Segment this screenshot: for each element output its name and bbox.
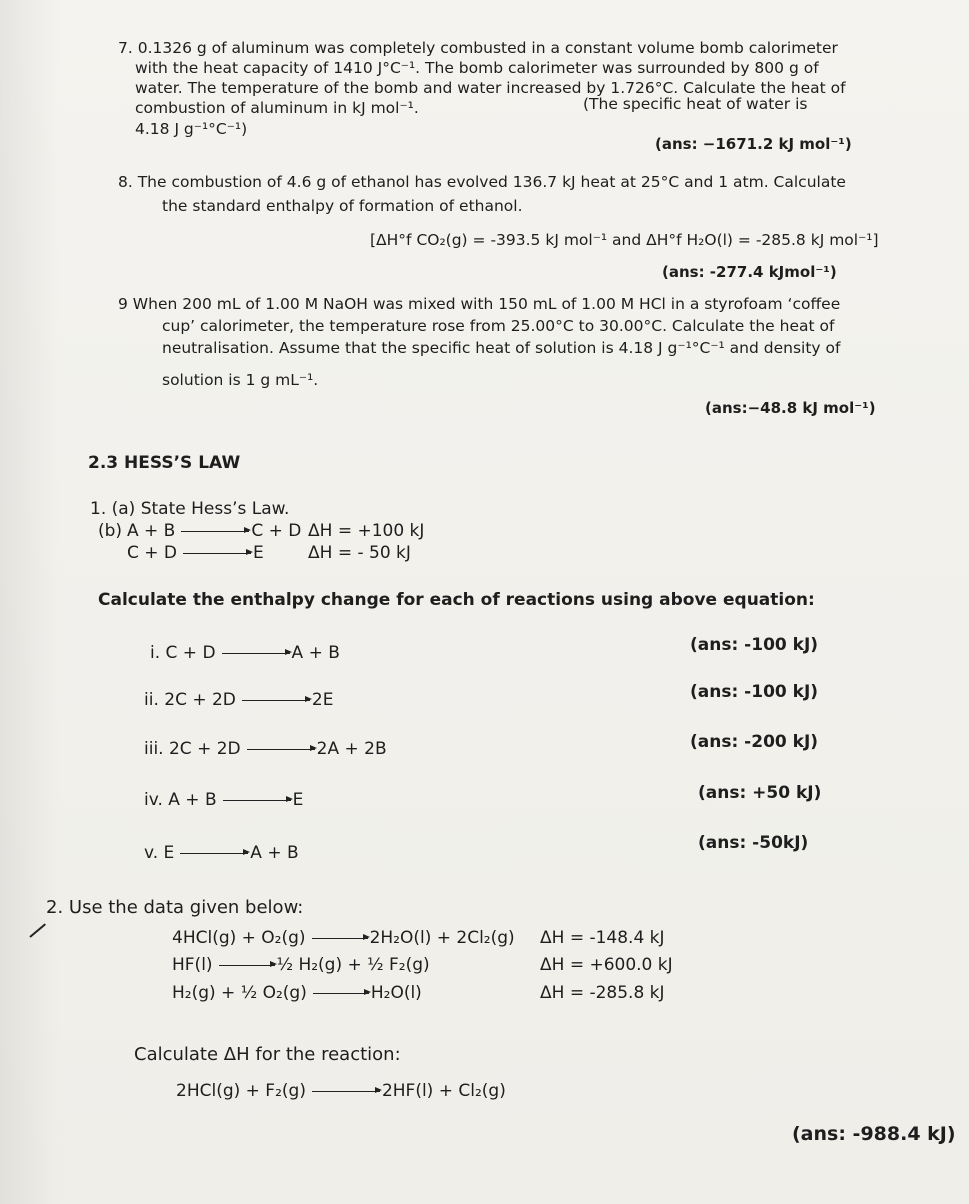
hess1-eq2-right: E xyxy=(253,543,264,563)
eq-left: H₂(g) + ½ O₂(g) xyxy=(172,983,307,1003)
hess1-item-i xyxy=(150,643,340,663)
hess1-item-iii-answer: (ans: -200 kJ) xyxy=(690,732,819,752)
reaction-arrow-icon xyxy=(219,965,275,966)
hess2-eq3 xyxy=(172,983,422,1003)
reaction-arrow-icon xyxy=(247,749,315,750)
q9-line1: 9 When 200 mL of 1.00 M NaOH was mixed with 150 mL of 1.00 M HCl in a styrofoam ‘coffee xyxy=(118,295,841,313)
reaction-arrow-icon xyxy=(180,853,248,854)
reaction-arrow-icon xyxy=(222,653,290,654)
eq-right: ½ H₂(g) + ½ F₂(g) xyxy=(276,955,430,975)
q8-line1: 8. The combustion of 4.6 g of ethanol has evolved 136.7 kJ heat at 25°C and 1 atm. Calculate xyxy=(118,173,846,191)
reaction-arrow-icon xyxy=(312,938,368,939)
hess2-eq3-dh: ΔH = -285.8 kJ xyxy=(540,983,665,1003)
item-left: ii. 2C + 2D xyxy=(144,690,236,710)
q7-line1: 7. 0.1326 g of aluminum was completely combusted in a constant volume bomb calorimeter xyxy=(118,39,838,57)
reaction-arrow-icon xyxy=(242,700,310,701)
hess2-eq2 xyxy=(172,955,430,975)
hess2-answer: (ans: -988.4 kJ) xyxy=(792,1123,956,1145)
q7-answer: (ans: −1671.2 kJ mol⁻¹) xyxy=(655,135,852,153)
q7-line2: with the heat capacity of 1410 J°C⁻¹. The bomb calorimeter was surrounded by 800 g of xyxy=(135,59,819,77)
item-right: 2E xyxy=(311,690,334,710)
q9-line3: neutralisation. Assume that the specific heat of solution is 4.18 J g⁻¹°C⁻¹ and density of xyxy=(162,339,841,357)
eq-left: 4HCl(g) + O₂(g) xyxy=(172,928,306,948)
q9-line2: cup’ calorimeter, the temperature rose from 25.00°C to 30.00°C. Calculate the heat of xyxy=(162,317,835,335)
hess1-item-ii xyxy=(144,690,333,710)
reaction-arrow-icon xyxy=(183,553,251,554)
q7-line5: 4.18 J g⁻¹°C⁻¹) xyxy=(135,120,248,138)
reaction-arrow-icon xyxy=(312,1091,380,1092)
hess2-target-reaction xyxy=(176,1081,506,1101)
q7-line4a: combustion of aluminum in kJ mol⁻¹. xyxy=(135,99,419,117)
hess1-item-i-answer: (ans: -100 kJ) xyxy=(690,635,819,655)
eq-right: H₂O(l) xyxy=(370,983,422,1003)
hess1-part-a: 1. (a) State Hess’s Law. xyxy=(90,499,290,519)
hess1-item-ii-answer: (ans: -100 kJ) xyxy=(690,682,819,702)
hess2-eq2-dh: ΔH = +600.0 kJ xyxy=(540,955,673,975)
q7-line4b: (The specific heat of water is xyxy=(583,95,808,113)
item-left: i. C + D xyxy=(150,643,216,663)
hess1-eq2 xyxy=(127,543,264,563)
target-left: 2HCl(g) + F₂(g) xyxy=(176,1081,306,1101)
q8-given-data: [ΔH°f CO₂(g) = -393.5 kJ mol⁻¹ and ΔH°f H₂O(l) = -285.8 kJ mol⁻¹] xyxy=(370,231,879,249)
section-title: 2.3 HESS’S LAW xyxy=(88,453,241,473)
q9-line4: solution is 1 g mL⁻¹. xyxy=(162,371,319,389)
item-left: iii. 2C + 2D xyxy=(144,739,241,759)
item-right: E xyxy=(292,790,304,810)
hess1-item-iii xyxy=(144,739,387,759)
hess1-eq1-right: C + D xyxy=(251,521,302,541)
eq-left: HF(l) xyxy=(172,955,213,975)
hess1-item-iv xyxy=(144,790,303,810)
item-left: v. E xyxy=(144,843,175,863)
item-right: A + B xyxy=(291,643,340,663)
reaction-arrow-icon xyxy=(223,800,291,801)
hess2-calc-instruction: Calculate ΔH for the reaction: xyxy=(134,1044,401,1065)
q8-answer: (ans: -277.4 kJmol⁻¹) xyxy=(662,263,837,281)
target-right: 2HF(l) + Cl₂(g) xyxy=(381,1081,506,1101)
hess1-item-iv-answer: (ans: +50 kJ) xyxy=(698,783,822,803)
hess1-item-v xyxy=(144,843,299,863)
q8-line2: the standard enthalpy of formation of ethanol. xyxy=(162,197,523,215)
item-left: iv. A + B xyxy=(144,790,217,810)
hess1-eq1 xyxy=(127,521,301,541)
q7-line3: water. The temperature of the bomb and water increased by 1.726°C. Calculate the heat of xyxy=(135,79,846,97)
hess1-eq2-left: C + D xyxy=(127,543,178,563)
hess1-eq1-dh: ΔH = +100 kJ xyxy=(308,521,425,541)
pen-mark xyxy=(29,923,46,937)
hess1-calc-instruction: Calculate the enthalpy change for each of reactions using above equation: xyxy=(98,590,815,610)
q9-answer: (ans:−48.8 kJ mol⁻¹) xyxy=(705,399,876,417)
hess1-part-b-label: (b) xyxy=(98,521,123,541)
item-right: 2A + 2B xyxy=(316,739,387,759)
hess2-title: 2. Use the data given below: xyxy=(46,897,304,918)
reaction-arrow-icon xyxy=(181,531,249,532)
hess1-eq1-left: A + B xyxy=(127,521,176,541)
hess1-eq2-dh: ΔH = - 50 kJ xyxy=(308,543,411,563)
reaction-arrow-icon xyxy=(313,993,369,994)
eq-right: 2H₂O(l) + 2Cl₂(g) xyxy=(369,928,515,948)
hess1-item-v-answer: (ans: -50kJ) xyxy=(698,833,809,853)
hess2-eq1 xyxy=(172,928,515,948)
item-right: A + B xyxy=(250,843,299,863)
hess2-eq1-dh: ΔH = -148.4 kJ xyxy=(540,928,665,948)
